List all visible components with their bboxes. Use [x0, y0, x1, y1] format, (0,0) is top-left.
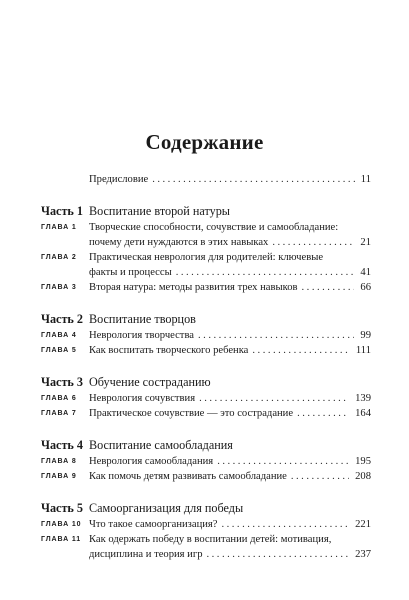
chapter-page: 66 — [360, 282, 371, 293]
chapter-title: Практическое сочувствие — это сострадание — [89, 408, 294, 419]
chapter-label: ГЛАВА 8 — [41, 458, 77, 465]
part-label: Часть 3 — [41, 375, 84, 389]
toc-entry-chapter[interactable] — [41, 328, 371, 343]
toc-entry-chapter[interactable] — [41, 280, 371, 295]
chapter-page: 21 — [360, 237, 371, 248]
chapter-title: Неврология творчества — [89, 330, 195, 341]
part-heading — [41, 436, 371, 454]
chapter-label: ГЛАВА 7 — [41, 410, 77, 417]
chapter-label: ГЛАВА 4 — [41, 332, 77, 339]
part-label: Часть 5 — [41, 501, 84, 515]
chapter-title: Вторая натура: методы развития трех навыков — [89, 282, 298, 293]
dot-leader — [252, 343, 350, 358]
toc-entry-chapter[interactable] — [41, 406, 371, 421]
part-heading — [41, 310, 371, 328]
dot-leader — [199, 391, 349, 406]
chapter-title: Что такое самоорганизация? — [89, 519, 218, 530]
toc-entry-chapter[interactable] — [41, 469, 371, 484]
dot-leader — [217, 454, 349, 469]
part-heading — [41, 499, 371, 517]
chapter-page: 208 — [355, 471, 371, 482]
toc-entry-chapter[interactable] — [41, 220, 371, 235]
chapter-title-line2: почему дети нуждаются в этих навыках — [89, 237, 269, 248]
part-label: Часть 1 — [41, 204, 84, 218]
dot-leader — [176, 265, 355, 280]
dot-leader — [207, 547, 350, 562]
chapter-page: 41 — [360, 267, 371, 278]
part-label: Часть 2 — [41, 312, 84, 326]
toc-entry-chapter[interactable] — [41, 517, 371, 532]
toc-entry-chapter[interactable] — [41, 343, 371, 358]
toc-entry-chapter-continued[interactable] — [41, 265, 371, 280]
toc-entry-chapter[interactable] — [41, 454, 371, 469]
preface-page: 11 — [360, 174, 371, 185]
chapter-page: 164 — [355, 408, 371, 419]
chapter-page: 221 — [355, 519, 371, 530]
chapter-title: Как воспитать творческого ребенка — [89, 345, 249, 356]
chapter-page: 195 — [355, 456, 371, 467]
part-heading — [41, 202, 371, 220]
chapter-label: ГЛАВА 11 — [41, 536, 82, 543]
chapter-page: 139 — [355, 393, 371, 404]
chapter-label: ГЛАВА 3 — [41, 284, 77, 291]
chapter-title-line2: факты и процессы — [89, 267, 172, 278]
part-title: Воспитание творцов — [89, 312, 196, 326]
toc-entry-chapter[interactable] — [41, 532, 371, 547]
dot-leader — [272, 235, 354, 250]
chapter-page: 237 — [355, 549, 371, 560]
chapter-page: 99 — [360, 330, 371, 341]
toc-entry-chapter-continued[interactable] — [41, 235, 371, 250]
toc-entry-preface[interactable] — [41, 172, 371, 187]
part-title: Обучение состраданию — [89, 375, 211, 389]
chapter-title-line2: дисциплина и теория игр — [89, 549, 203, 560]
chapter-label: ГЛАВА 9 — [41, 473, 77, 480]
dot-leader — [302, 280, 355, 295]
dot-leader — [291, 469, 349, 484]
page-title: Содержание — [145, 130, 264, 154]
dot-leader — [221, 517, 349, 532]
dot-leader — [152, 172, 355, 187]
chapter-label: ГЛАВА 10 — [41, 521, 82, 528]
toc-entry-chapter-continued[interactable] — [41, 547, 371, 562]
chapter-label: ГЛАВА 6 — [41, 395, 77, 402]
chapter-label: ГЛАВА 5 — [41, 347, 77, 354]
part-label: Часть 4 — [41, 438, 84, 452]
dot-leader — [297, 406, 349, 421]
chapter-title-line1: Творческие способности, сочувствие и самообладание: — [89, 222, 339, 233]
chapter-title: Как помочь детям развивать самообладание — [89, 471, 287, 482]
part-title: Самоорганизация для победы — [89, 501, 244, 515]
table-of-contents — [41, 172, 371, 562]
part-title: Воспитание самообладания — [89, 438, 233, 452]
chapter-label: ГЛАВА 1 — [41, 224, 77, 231]
chapter-title: Неврология сочувствия — [89, 393, 196, 404]
part-heading — [41, 373, 371, 391]
toc-entry-chapter[interactable] — [41, 391, 371, 406]
chapter-title-line1: Как одержать победу в воспитании детей: мотивация, — [89, 534, 332, 545]
toc-entry-chapter[interactable] — [41, 250, 371, 265]
dot-leader — [198, 328, 354, 343]
preface-title: Предисловие — [89, 174, 149, 185]
chapter-title: Неврология самообладания — [89, 456, 214, 467]
chapter-page: 111 — [355, 345, 371, 356]
chapter-label: ГЛАВА 2 — [41, 254, 77, 261]
chapter-title-line1: Практическая неврология для родителей: ключевые — [89, 252, 324, 263]
part-title: Воспитание второй натуры — [89, 204, 230, 218]
